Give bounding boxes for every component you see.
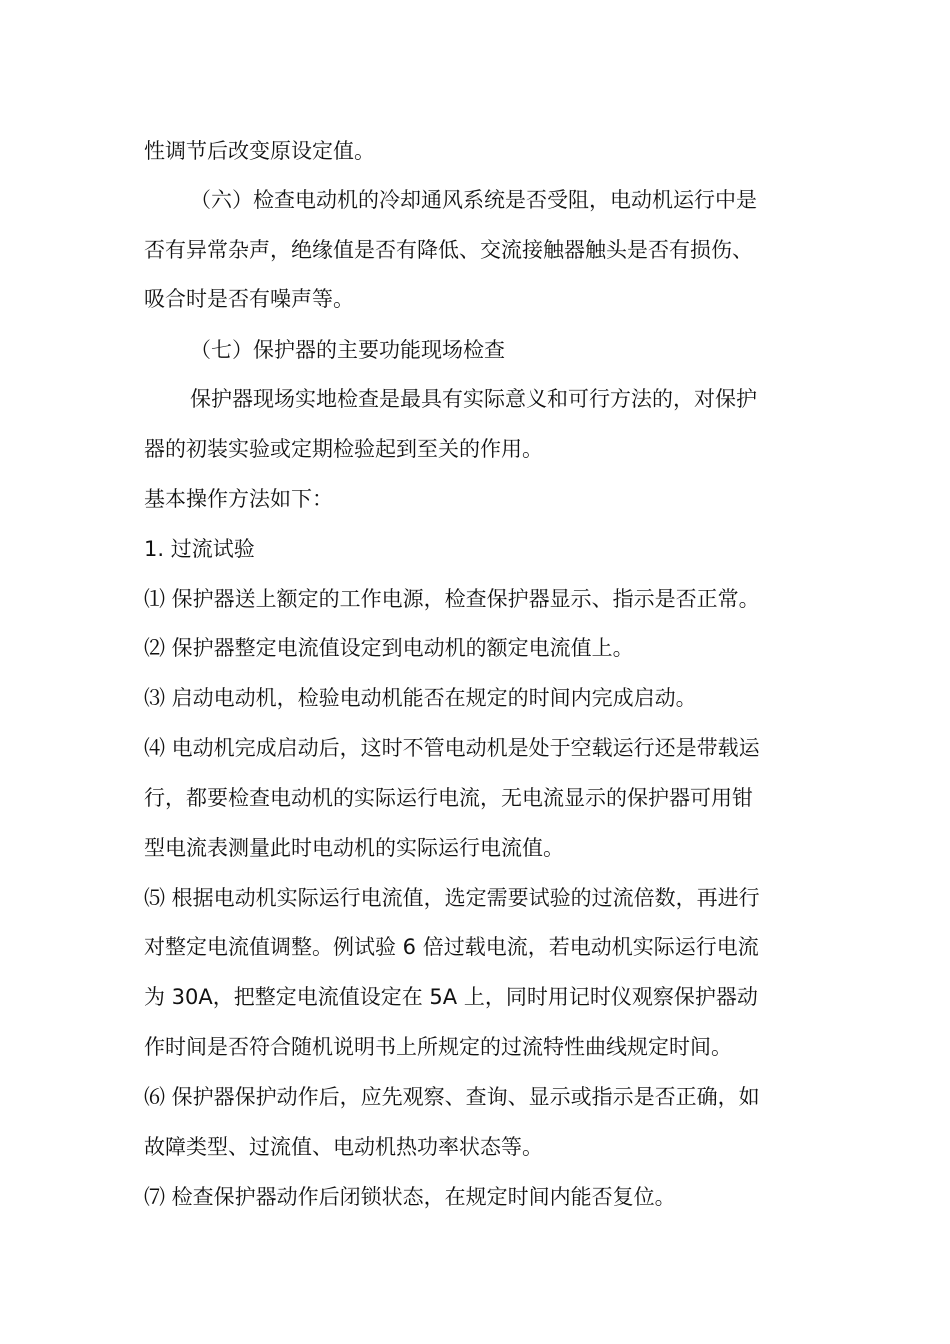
step-5-line-2: 对整定电流值调整。例试验 6 倍过载电流，若电动机实际运行电流 xyxy=(144,935,759,959)
step-1: ⑴ 保护器送上额定的工作电源，检查保护器显示、指示是否正常。 xyxy=(144,587,760,611)
step-2: ⑵ 保护器整定电流值设定到电动机的额定电流值上。 xyxy=(144,636,634,660)
step-5-line-3: 为 30A，把整定电流值设定在 5A 上，同时用记时仪观察保护器动 xyxy=(144,985,758,1009)
step-6-line-1: ⑹ 保护器保护动作后，应先观察、查询、显示或指示是否正确，如 xyxy=(144,1085,760,1109)
step-5-line-1: ⑸ 根据电动机实际运行电流值，选定需要试验的过流倍数，再进行 xyxy=(144,886,760,910)
section-six-line-3: 吸合时是否有噪声等。 xyxy=(144,287,354,311)
step-7: ⑺ 检查保护器动作后闭锁状态，在规定时间内能否复位。 xyxy=(144,1185,676,1209)
step-5-line-4: 作时间是否符合随机说明书上所规定的过流特性曲线规定时间。 xyxy=(144,1035,732,1059)
step-3: ⑶ 启动电动机，检验电动机能否在规定的时间内完成启动。 xyxy=(144,686,697,710)
section-six-line-2: 否有异常杂声，绝缘值是否有降低、交流接触器触头是否有损伤、 xyxy=(144,238,753,262)
overcurrent-test-heading: 1. 过流试验 xyxy=(144,537,255,561)
step-4-line-2: 行，都要检查电动机的实际运行电流，无电流显示的保护器可用钳 xyxy=(144,786,753,810)
step-6-line-2: 故障类型、过流值、电动机热功率状态等。 xyxy=(144,1135,543,1159)
paragraph-line-continuation: 性调节后改变原设定值。 xyxy=(144,139,375,163)
intro-paragraph-line-1: 保护器现场实地检查是最具有实际意义和可行方法的，对保护 xyxy=(190,387,757,411)
step-4-line-3: 型电流表测量此时电动机的实际运行电流值。 xyxy=(144,836,564,860)
section-six-heading-line: （六）检查电动机的冷却通风系统是否受阻，电动机运行中是 xyxy=(190,188,757,212)
step-4-line-1: ⑷ 电动机完成启动后，这时不管电动机是处于空载运行还是带载运 xyxy=(144,736,760,760)
intro-paragraph-line-2: 器的初装实验或定期检验起到至关的作用。 xyxy=(144,437,543,461)
method-intro: 基本操作方法如下： xyxy=(144,487,333,511)
section-seven-heading: （七）保护器的主要功能现场检查 xyxy=(190,338,505,362)
